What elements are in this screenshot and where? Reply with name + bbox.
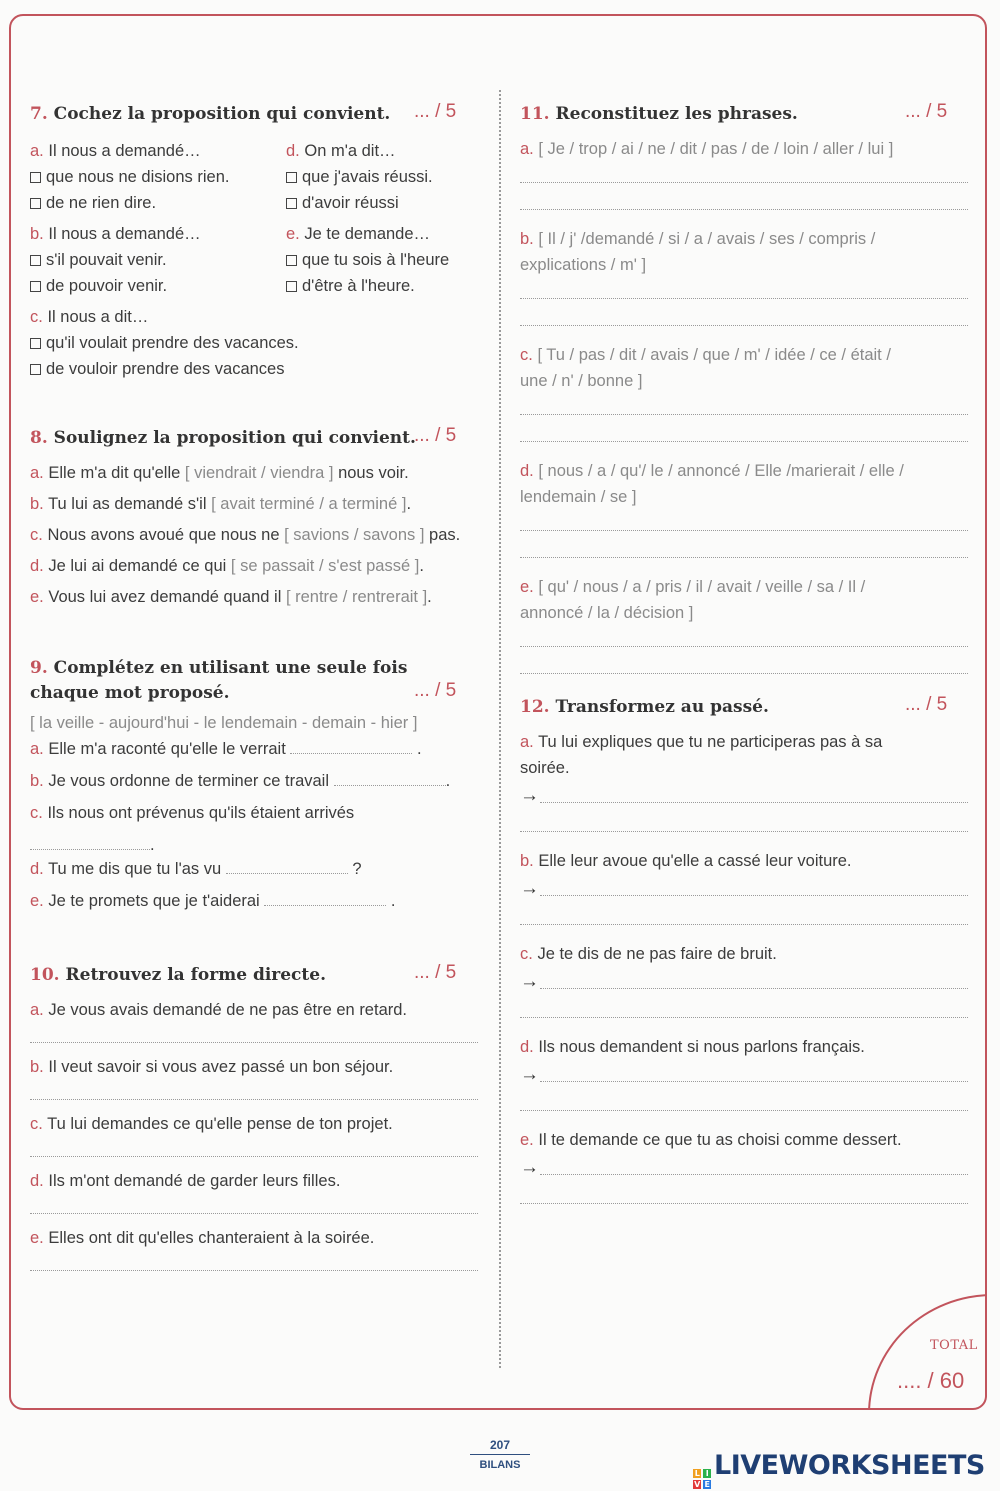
ex10-answer-line-c[interactable] xyxy=(30,1156,478,1157)
ex11-item-e: e. [ qu' / nous / a / pris / il / avait / veille / sa / Il / xyxy=(520,578,866,596)
checkbox[interactable] xyxy=(286,281,297,292)
exercise-12 xyxy=(520,694,968,1178)
ex10-answer-line-b[interactable] xyxy=(30,1099,478,1100)
total-label: TOTAL xyxy=(930,1338,978,1353)
ex8-choice-c[interactable]: [ savions / savons ] xyxy=(284,526,425,544)
ex11-item-d: d. [ nous / a / qu'/ le / annoncé / Elle /marierait / elle / xyxy=(520,462,904,480)
ex7-e-option-1[interactable]: que tu sois à l'heure xyxy=(286,247,486,273)
exercise-7-score: ... / 5 xyxy=(414,101,457,122)
exercise-8 xyxy=(30,425,490,606)
ex9-blank-e[interactable] xyxy=(264,891,386,906)
brand-name: LIVEWORKSHEETS xyxy=(714,1450,985,1481)
ex9-item-c-cont: . xyxy=(30,832,490,856)
arrow-right-icon: → xyxy=(520,1157,539,1178)
ex8-choice-e[interactable]: [ rentre / rentrerait ] xyxy=(285,588,428,606)
ex11-item-e-cont: annoncé / la / décision ] xyxy=(520,604,694,622)
ex11-answer-a-1[interactable] xyxy=(520,182,968,183)
ex12-answer-b xyxy=(520,874,968,900)
ex11-item-c: c. [ Tu / pas / dit / avais / que / m' / idée / ce / était / xyxy=(520,346,891,364)
ex12-input-b[interactable] xyxy=(540,879,968,896)
arrow-right-icon: → xyxy=(520,971,539,992)
ex10-item-b: b. Il veut savoir si vous avez passé un bon séjour. xyxy=(30,1058,394,1076)
section-name: BILANS xyxy=(479,1459,521,1471)
exercise-9-score: ... / 5 xyxy=(414,680,457,701)
ex12-item-a-cont: soirée. xyxy=(520,759,570,777)
ex12-answer-e-2[interactable] xyxy=(520,1203,968,1204)
ex7-b-option-1[interactable]: s'il pouvait venir. xyxy=(30,247,280,273)
ex9-item-c: c. Ils nous ont prévenus qu'ils étaient arrivés xyxy=(30,804,355,822)
ex12-item-a: a. Tu lui expliques que tu ne participeras pas à sa xyxy=(520,733,883,751)
ex9-item-d: d. Tu me dis que tu l'as vu ? xyxy=(30,860,362,878)
exercise-11 xyxy=(520,101,968,622)
ex7-c-option-2[interactable]: de vouloir prendre des vacances xyxy=(30,356,280,382)
arrow-right-icon: → xyxy=(520,878,539,899)
exercise-10-title: 10. Retrouvez la forme directe. xyxy=(30,965,326,985)
ex11-answer-d-1[interactable] xyxy=(520,530,968,531)
ex11-item-d-cont: lendemain / se ] xyxy=(520,488,637,506)
ex11-answer-d-2[interactable] xyxy=(520,557,968,558)
ex9-word-bank: [ la veille - aujourd'hui - le lendemain - demain - hier ] xyxy=(30,714,418,732)
ex11-answer-e-1[interactable] xyxy=(520,646,968,647)
ex7-a-option-2[interactable]: de ne rien dire. xyxy=(30,190,280,216)
checkbox[interactable] xyxy=(286,255,297,266)
ex8-choice-a[interactable]: [ viendrait / viendra ] xyxy=(184,464,334,482)
ex11-answer-b-1[interactable] xyxy=(520,298,968,299)
exercise-9 xyxy=(30,656,490,920)
checkbox[interactable] xyxy=(30,281,41,292)
ex12-answer-b-2[interactable] xyxy=(520,924,968,925)
ex8-choice-d[interactable]: [ se passait / s'est passé ] xyxy=(230,557,420,575)
ex7-a-option-1[interactable]: que nous ne disions rien. xyxy=(30,164,280,190)
ex12-input-c[interactable] xyxy=(540,972,968,989)
ex11-answer-b-2[interactable] xyxy=(520,325,968,326)
ex11-item-b-cont: explications / m' ] xyxy=(520,256,647,274)
ex11-item-c-cont: une / n' / bonne ] xyxy=(520,372,643,390)
total-score: .... / 60 xyxy=(897,1368,965,1393)
ex12-answer-d-2[interactable] xyxy=(520,1110,968,1111)
arrow-right-icon: → xyxy=(520,1064,539,1085)
ex12-input-e[interactable] xyxy=(540,1158,968,1175)
ex8-item-b: b. Tu lui as demandé s'il [ avait terminé / a terminé ]. xyxy=(30,495,412,513)
ex10-item-d: d. Ils m'ont demandé de garder leurs filles. xyxy=(30,1172,341,1190)
ex8-item-c: c. Nous avons avoué que nous ne [ savions / savons ] pas. xyxy=(30,526,461,544)
checkbox[interactable] xyxy=(286,172,297,183)
ex7-d-option-1[interactable]: que j'avais réussi. xyxy=(286,164,486,190)
exercise-8-title: 8. Soulignez la proposition qui convient. xyxy=(30,428,416,448)
exercise-8-score: ... / 5 xyxy=(414,425,457,446)
ex12-input-d[interactable] xyxy=(540,1065,968,1082)
ex9-item-b: b. Je vous ordonne de terminer ce travail . xyxy=(30,772,451,790)
checkbox[interactable] xyxy=(30,172,41,183)
checkbox[interactable] xyxy=(286,198,297,209)
ex7-b-stem: b. Il nous a demandé… xyxy=(30,225,201,243)
ex11-item-a: a. [ Je / trop / ai / ne / dit / pas / de / loin / aller / lui ] xyxy=(520,140,894,158)
exercise-9-title-cont: chaque mot proposé. xyxy=(30,683,230,703)
ex9-item-a: a. Elle m'a raconté qu'elle le verrait . xyxy=(30,740,422,758)
exercise-7 xyxy=(30,101,480,378)
exercise-12-score: ... / 5 xyxy=(905,694,948,715)
ex10-item-a: a. Je vous avais demandé de ne pas être en retard. xyxy=(30,1001,408,1019)
ex12-answer-c-2[interactable] xyxy=(520,1017,968,1018)
ex9-blank-c[interactable] xyxy=(30,835,150,850)
page-number: 207 xyxy=(489,1438,511,1452)
ex9-item-e: e. Je te promets que je t'aiderai . xyxy=(30,892,396,910)
ex12-answer-a xyxy=(520,781,968,807)
ex10-answer-line-a[interactable] xyxy=(30,1042,478,1043)
liveworksheets-logo-icon: L I V E xyxy=(694,1469,710,1489)
ex10-answer-line-d[interactable] xyxy=(30,1213,478,1214)
ex12-answer-d xyxy=(520,1060,968,1086)
ex7-b-option-2[interactable]: de pouvoir venir. xyxy=(30,273,280,299)
ex12-item-b: b. Elle leur avoue qu'elle a cassé leur voiture. xyxy=(520,852,852,870)
page-footer xyxy=(470,1438,530,1471)
arrow-right-icon: → xyxy=(520,785,539,806)
checkbox[interactable] xyxy=(30,198,41,209)
ex9-blank-a[interactable] xyxy=(290,739,412,754)
ex8-item-d: d. Je lui ai demandé ce qui [ se passait / s'est passé ]. xyxy=(30,557,424,575)
exercise-10-score: ... / 5 xyxy=(414,962,457,983)
checkbox[interactable] xyxy=(30,255,41,266)
ex11-item-b: b. [ Il / j' /demandé / si / a / avais / ses / compris / xyxy=(520,230,876,248)
ex12-answer-a-2[interactable] xyxy=(520,831,968,832)
ex7-e-stem: e. Je te demande… xyxy=(286,225,431,243)
brand xyxy=(693,1450,985,1489)
ex12-answer-e xyxy=(520,1153,968,1179)
ex7-d-stem: d. On m'a dit… xyxy=(286,142,396,160)
ex10-item-e: e. Elles ont dit qu'elles chanteraient à la soirée. xyxy=(30,1229,375,1247)
exercise-12-title: 12. Transformez au passé. xyxy=(520,697,769,717)
ex7-e-option-2[interactable]: d'être à l'heure. xyxy=(286,273,486,299)
ex12-input-a[interactable] xyxy=(540,786,968,803)
ex12-item-d: d. Ils nous demandent si nous parlons français. xyxy=(520,1038,865,1056)
ex11-answer-c-1[interactable] xyxy=(520,414,968,415)
exercise-11-score: ... / 5 xyxy=(905,101,948,122)
exercise-11-title: 11. Reconstituez les phrases. xyxy=(520,104,798,124)
exercise-10 xyxy=(30,962,478,1247)
checkbox[interactable] xyxy=(30,364,41,375)
ex8-choice-b[interactable]: [ avait terminé / a terminé ] xyxy=(211,495,407,513)
ex11-answer-c-2[interactable] xyxy=(520,441,968,442)
ex8-item-a: a. Elle m'a dit qu'elle [ viendrait / viendra ] nous voir. xyxy=(30,464,409,482)
exercise-7-title: 7. Cochez la proposition qui convient. xyxy=(30,104,391,124)
ex12-item-e: e. Il te demande ce que tu as choisi comme dessert. xyxy=(520,1131,902,1149)
ex11-answer-a-2[interactable] xyxy=(520,209,968,210)
ex9-blank-d[interactable] xyxy=(226,859,348,874)
ex7-d-option-2[interactable]: d'avoir réussi xyxy=(286,190,486,216)
exercise-9-title: 9. Complétez en utilisant une seule fois xyxy=(30,658,408,678)
ex12-answer-c xyxy=(520,967,968,993)
ex9-blank-b[interactable] xyxy=(334,771,446,786)
column-divider xyxy=(499,90,501,1368)
ex7-c-stem: c. Il nous a dit… xyxy=(30,308,149,326)
ex10-item-c: c. Tu lui demandes ce qu'elle pense de ton projet. xyxy=(30,1115,393,1133)
ex10-answer-line-e[interactable] xyxy=(30,1270,478,1271)
ex11-answer-e-2[interactable] xyxy=(520,673,968,674)
ex12-item-c: c. Je te dis de ne pas faire de bruit. xyxy=(520,945,777,963)
ex8-item-e: e. Vous lui avez demandé quand il [ rentre / rentrerait ]. xyxy=(30,588,432,606)
ex7-a-stem: a. Il nous a demandé… xyxy=(30,142,201,160)
checkbox[interactable] xyxy=(30,338,41,349)
ex7-c-option-1[interactable]: qu'il voulait prendre des vacances. xyxy=(30,330,280,356)
